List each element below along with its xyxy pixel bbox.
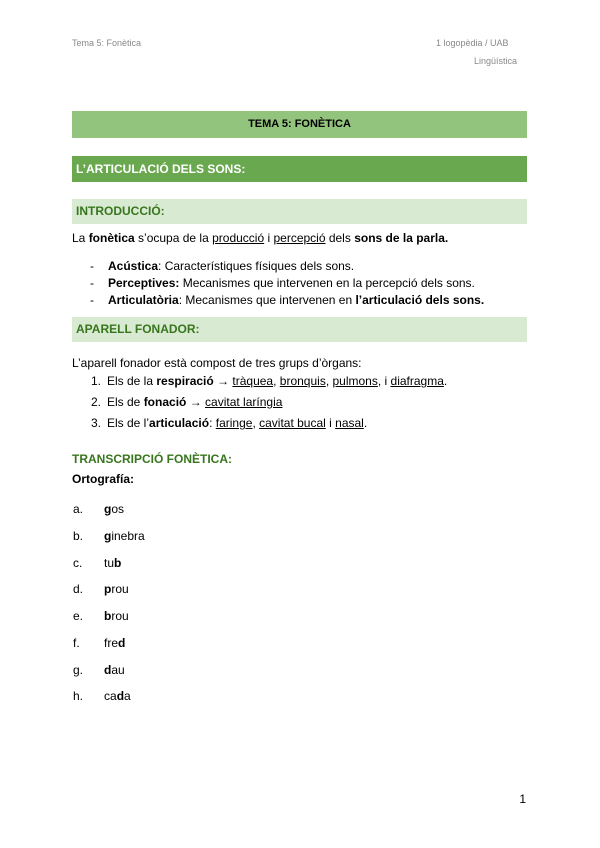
- list-item: h. cada: [73, 689, 131, 703]
- aparell-heading: APARELL FONADOR:: [72, 317, 527, 342]
- page-number: 1: [519, 792, 526, 806]
- aparell-item-respiracio: 1. Els de la respiració → tràquea, bronquis, pulmons, i diafragma.: [91, 374, 448, 388]
- bullet-perceptives: - Perceptives: Mecanismes que intervenen en la percepció dels sons.: [90, 276, 475, 290]
- section-heading: L’ARTICULACIÓ DELS SONS:: [72, 156, 527, 182]
- document-title: TEMA 5: FONÈTICA: [72, 111, 527, 138]
- list-item: a. gos: [73, 502, 125, 516]
- intro-sentence: La fonètica s’ocupa de la producció i percepció dels sons de la parla.: [72, 231, 449, 245]
- ortografia-label: Ortografía:: [72, 472, 135, 486]
- intro-heading: INTRODUCCIÓ:: [72, 199, 527, 224]
- header-right-subject: Lingüística: [474, 56, 518, 66]
- list-item: d. prou: [73, 582, 129, 596]
- list-item: e. brou: [73, 609, 129, 623]
- bullet-acustica: - Acústica: Característiques físiques dels sons.: [90, 259, 355, 273]
- bullet-articulatoria: - Articulatòria: Mecanismes que intervenen en l’articulació dels sons.: [90, 293, 485, 307]
- list-item: f. fred: [73, 636, 126, 650]
- transcripcio-heading: TRANSCRIPCIÓ FONÈTICA:: [72, 452, 232, 466]
- list-item: g. dau: [73, 663, 125, 677]
- aparell-intro: L’aparell fonador està compost de tres grups d’òrgans:: [72, 356, 362, 370]
- aparell-item-fonacio: 2. Els de fonació → cavitat laríngia: [91, 395, 283, 409]
- list-item: b. ginebra: [73, 529, 145, 543]
- header-left: Tema 5: Fonètica: [72, 38, 142, 48]
- header-right-institution: 1 logopèdia / UAB: [436, 38, 509, 48]
- aparell-item-articulacio: 3. Els de l’articulació: faringe, cavitat bucal i nasal.: [91, 416, 368, 430]
- list-item: c. tub: [73, 556, 122, 570]
